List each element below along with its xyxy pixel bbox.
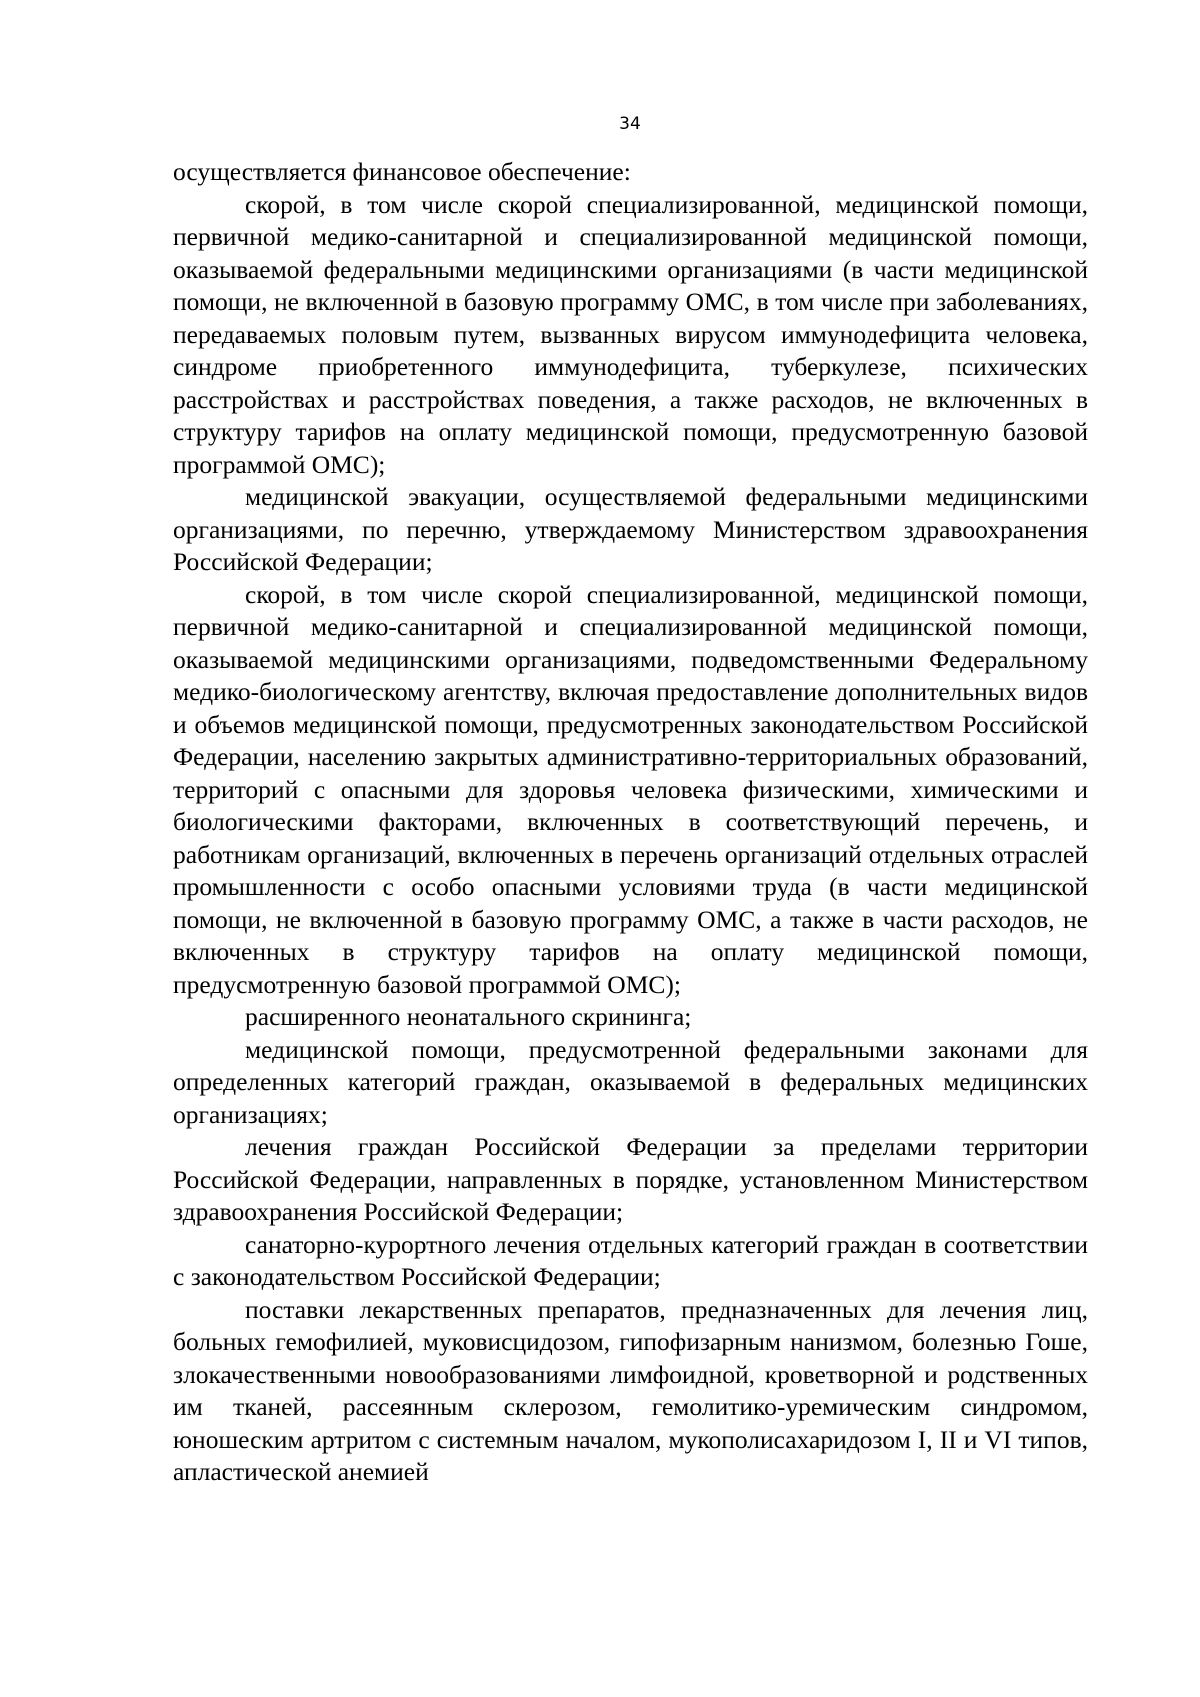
paragraph-fmba-care: скорой, в том числе скорой специализированной, медицинской помощи, первичной медико-санитарной и специализированной медицинской помощи, оказываемой медицинскими организациями, подведомственными Федеральному медико-биологическому агентству, включая предоставление дополнительных видов и объемов медицинской помощи, предусмотренных законодательством Российской Федерации, населению закрытых административно-территориальных образований, территорий с опасными для здоровья человека физическими, химическими и биологическими факторами, включенных в соответствующий перечень, и работникам организаций, включенных в перечень организаций отдельных отраслей промышленности с особо опасными условиями труда (в части медицинской помощи, не включенной в базовую программу ОМС, а также в части расходов, не включенных в структуру тарифов на оплату медицинской помощи, предусмотренную базовой программой ОМС); xyxy=(173,579,1088,999)
page-number: 34 xyxy=(619,114,641,134)
paragraph-drug-supply: поставки лекарственных препаратов, предназначенных для лечения лиц, больных гемофилией, муковисцидозом, гипофизарным нанизмом, болезнью Гоше, злокачественными новообразованиями лимфоидной, кроветворной и родственных им тканей, рассеянным склерозом, гемолитико-уремическим синдромом, юношеским артритом с системным началом, мукополисахаридозом I, II и VI типов, апластической анемией xyxy=(173,1294,1088,1486)
paragraph-federal-law-categories: медицинской помощи, предусмотренной федеральными законами для определенных категорий граждан, оказываемой в федеральных медицинских организациях; xyxy=(173,1034,1088,1129)
paragraph-treatment-abroad: лечения граждан Российской Федерации за пределами территории Российской Федерации, направленных в порядке, установленном Министерством здравоохранения Российской Федерации; xyxy=(173,1132,1088,1226)
document-body xyxy=(173,156,1088,1489)
paragraph-emergency-care-federal: скорой, в том числе скорой специализированной, медицинской помощи, первичной медико-санитарной и специализированной медицинской помощи, оказываемой федеральными медицинскими организациями (в части медицинской помощи, не включенной в базовую программу ОМС, в том числе при заболеваниях, передаваемых половым путем, вызванных вирусом иммунодефицита человека, синдроме приобретенного иммунодефицита, туберкулезе, психических расстройствах и расстройствах поведения, а также расходов, не включенных в структуру тарифов на оплату медицинской помощи, предусмотренную базовой программой ОМС); xyxy=(173,189,1088,479)
paragraph-sanatorium-treatment: санаторно-курортного лечения отдельных категорий граждан в соответствии с законодательством Российской Федерации; xyxy=(173,1229,1088,1291)
paragraph-neonatal-screening: расширенного неонатального скрининга; xyxy=(245,1002,692,1031)
paragraph-medical-evacuation: медицинской эвакуации, осуществляемой федеральными медицинскими организациями, по перечню, утверждаемому Министерством здравоохранения Российской Федерации; xyxy=(173,482,1088,576)
paragraph-intro: осуществляется финансовое обеспечение: xyxy=(173,157,631,186)
